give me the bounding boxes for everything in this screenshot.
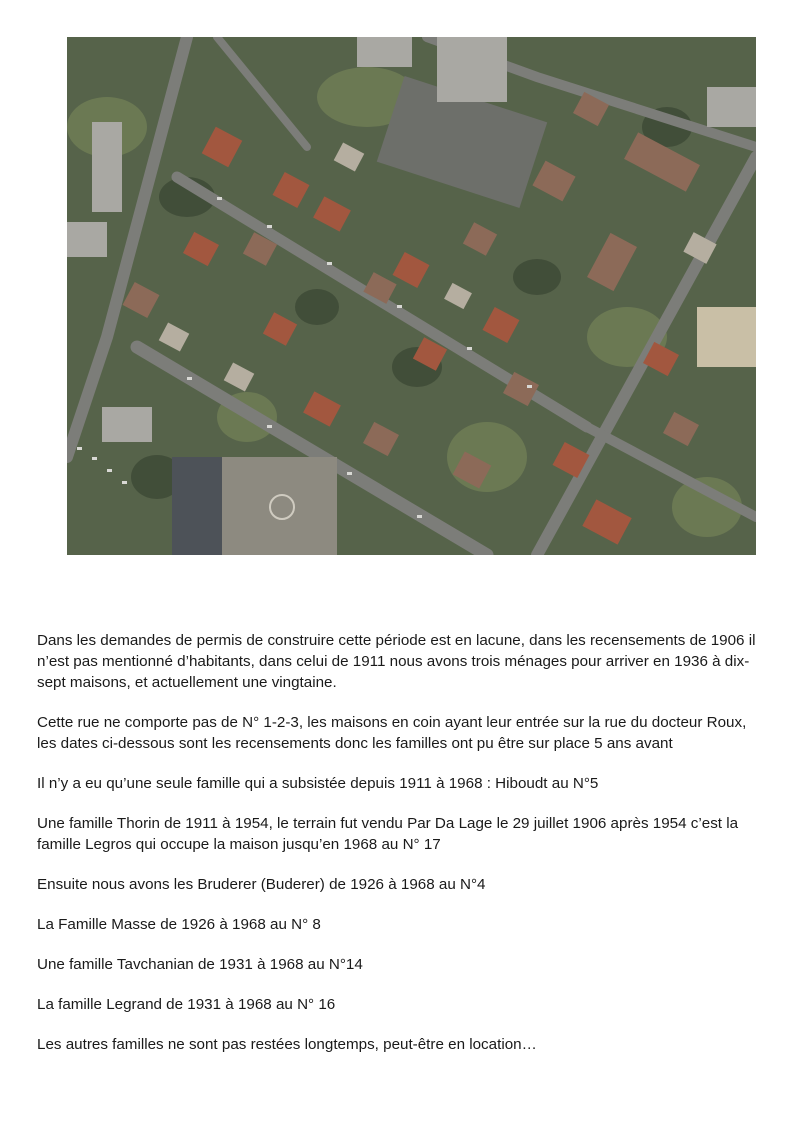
paragraph: La Famille Masse de 1926 à 1968 au N° 8	[37, 916, 321, 933]
paragraph: Une famille Tavchanian de 1931 à 1968 au N°14	[37, 956, 363, 973]
paragraph: Cette rue ne comporte pas de N° 1-2-3, les maisons en coin ayant leur entrée sur la rue du docteur Roux, les dates ci-dessous sont les recensements donc les familles ont pu être sur place 5 ans avant	[37, 714, 747, 752]
paragraph: Il n’y a eu qu’une seule famille qui a subsistée depuis 1911 à 1968 : Hiboudt au N°5	[37, 775, 599, 792]
paragraph: Les autres familles ne sont pas restées longtemps, peut-être en location…	[37, 1036, 537, 1053]
body-text	[37, 630, 757, 1074]
aerial-photo	[67, 37, 756, 555]
aerial-photo-graphic	[67, 37, 756, 555]
paragraph: Dans les demandes de permis de construire cette période est en lacune, dans les recensements de 1906 il n’est pas mentionné d’habitants, dans celui de 1911 nous avons trois ménages pour arriver en 1936 à dix-sept maisons, et actuellement une vingtaine.	[37, 632, 756, 691]
paragraph: Ensuite nous avons les Bruderer (Buderer) de 1926 à 1968 au N°4	[37, 876, 486, 893]
paragraph: Une famille Thorin de 1911 à 1954, le terrain fut vendu Par Da Lage le 29 juillet 1906 après 1954 c’est la famille Legros qui occupe la maison jusqu’en 1968 au N° 17	[37, 815, 739, 853]
paragraph: La famille Legrand de 1931 à 1968 au N° 16	[37, 996, 336, 1013]
